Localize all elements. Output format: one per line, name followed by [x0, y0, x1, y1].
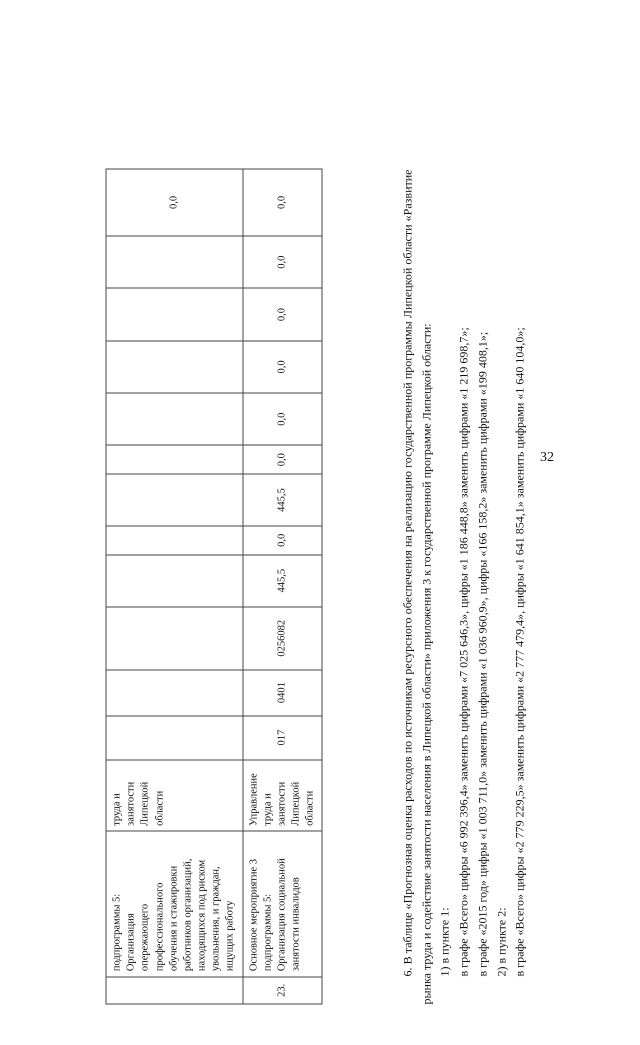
measure-name-line: увольнения, и граждан, [210, 866, 222, 972]
grbs-cell [106, 716, 243, 760]
value-cell: 0,0 [106, 169, 243, 236]
measure-name-line: Организация [125, 913, 137, 972]
csr-cell: 0256082 [243, 607, 323, 670]
measure-name-line: ищущих работу [224, 900, 236, 972]
executor-cell [106, 760, 243, 832]
paragraph-6: 6. В таблице «Прогнозная оценка расходов по источникам ресурсного обеспечения на реализацию государственной программы Липецкой области «Развитие рынка труда и содействие занятости населения в Липецкой области» приложения 3 к государственной программе Липецкой области: [400, 169, 434, 1005]
amendment-text [399, 170, 530, 1005]
measure-name-line: Организация социальной [276, 858, 288, 972]
measure-name-cell [106, 831, 243, 976]
table-row [243, 169, 323, 1004]
row-number-cell [106, 977, 243, 1004]
executor-line: занятости [276, 781, 288, 826]
measure-name-line: профессионального [154, 882, 166, 972]
value-cell [106, 555, 243, 607]
grbs-cell: 017 [243, 716, 323, 760]
value-cell: 0,0 [243, 169, 323, 236]
measure-name-line: опережающего [139, 903, 151, 972]
value-cell: 0,0 [243, 288, 323, 340]
program-table [106, 169, 323, 1005]
measure-name-line: подпрограммы 5: [262, 893, 274, 972]
item-1-heading: 1) в пункте 1: [437, 907, 452, 977]
value-cell [106, 341, 243, 393]
rzpr-cell: 0401 [243, 670, 323, 716]
measure-name-line: обучения и стажировки [168, 865, 180, 972]
row-number-cell: 23. [243, 977, 323, 1004]
measure-name-line: работников организаций, [182, 858, 194, 972]
measure-name-cell [243, 831, 323, 976]
item-1a: в графе «Всего» цифры «6 992 396,4» заменить цифрами «7 025 646,3», цифры «1 186 448,8» заменить цифрами «1 219 698,7»; [456, 327, 471, 977]
value-cell [106, 393, 243, 445]
value-cell: 0,0 [243, 341, 323, 393]
executor-line: Управление [248, 773, 260, 826]
measure-name-line: подпрограммы 5: [111, 893, 123, 972]
value-cell: 0,0 [243, 393, 323, 445]
executor-line: области [304, 790, 316, 826]
item-2-heading: 2) в пункте 2: [494, 907, 509, 977]
measure-name-line: находящихся под риском [196, 859, 208, 972]
executor-cell [243, 760, 323, 832]
value-cell: 0,0 [243, 445, 323, 474]
value-cell [106, 445, 243, 474]
value-cell: 445,5 [243, 474, 323, 526]
value-cell [106, 474, 243, 526]
executor-line: Липецкой [139, 781, 151, 826]
executor-line: занятости [125, 781, 137, 826]
value-cell: 0,0 [243, 526, 323, 555]
executor-line: области [154, 790, 166, 826]
executor-line: труда и [111, 793, 123, 826]
value-cell [106, 288, 243, 340]
executor-line: труда и [262, 793, 274, 826]
page-number: 32 [540, 450, 554, 465]
value-cell [106, 526, 243, 555]
table-row [106, 169, 243, 1004]
csr-cell [106, 607, 243, 670]
measure-name-line: Основное мероприятие 3 [248, 858, 260, 972]
item-2a: в графе «Всего» цифры «2 779 229,5» заменить цифрами «2 777 479,4», цифры «1 641 854,1» заменить цифрами «1 640 104,0»; [512, 327, 527, 977]
value-cell [106, 236, 243, 288]
value-cell: 445,5 [243, 555, 323, 607]
rotated-content [61, 169, 591, 1045]
item-1b: в графе «2015 год» цифры «1 003 711,0» заменить цифрами «1 036 960,9», цифры «166 158,2» заменить цифрами «199 408,1»; [475, 331, 490, 977]
measure-name-line: занятости инвалидов [290, 877, 302, 972]
value-cell: 0,0 [243, 236, 323, 288]
rzpr-cell [106, 670, 243, 716]
executor-line: Липецкой [290, 781, 302, 826]
